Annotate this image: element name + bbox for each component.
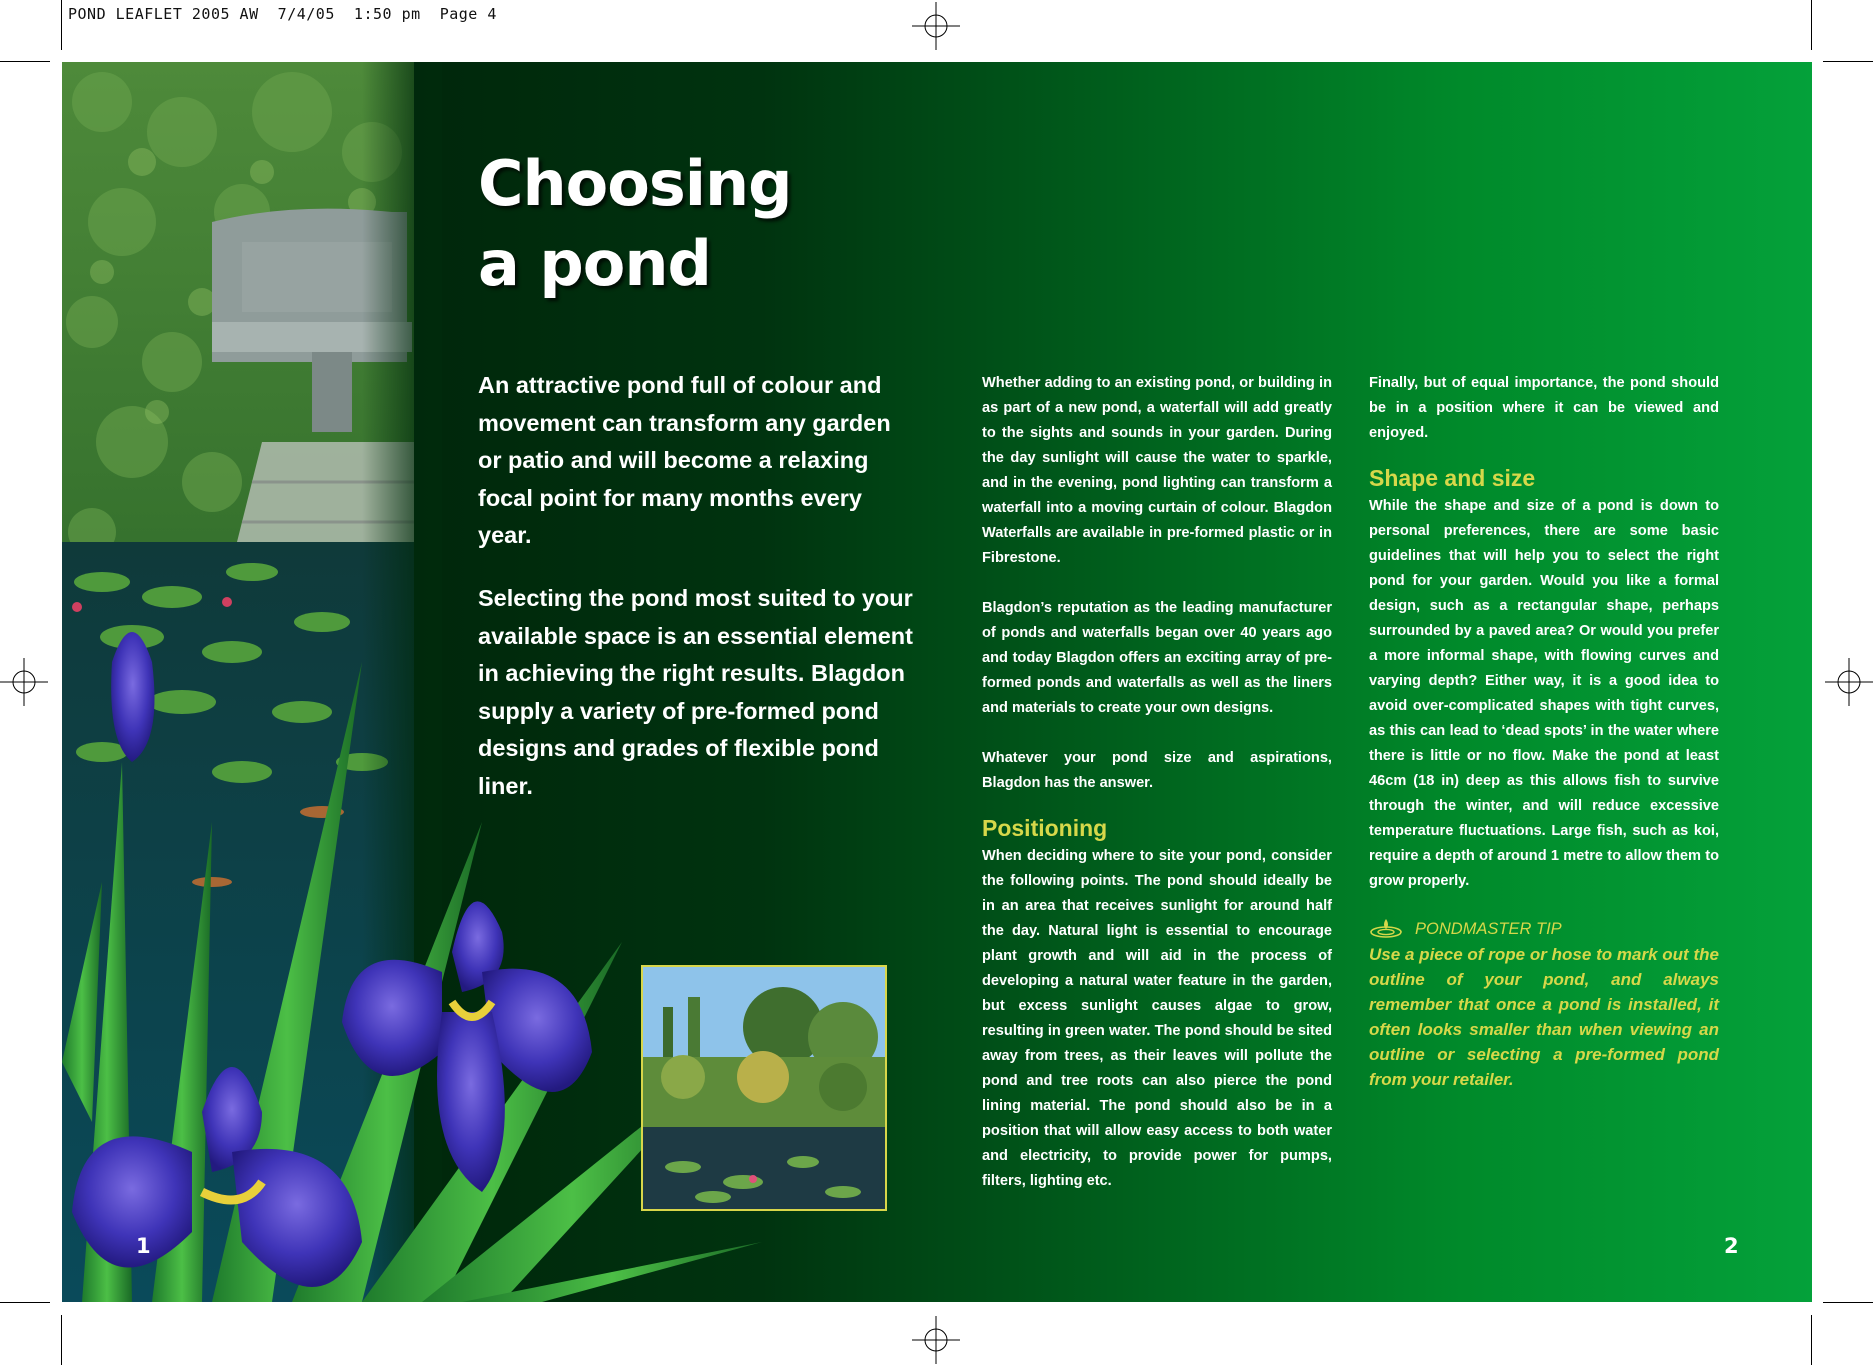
article-column-2 [1369,371,1719,1092]
intro-paragraph-1: An attractive pond full of colour and movement can transform any garden or patio and will become a relaxing focal point for many months every year. [478,372,891,548]
registration-mark-bottom-icon [912,1316,960,1364]
page-title [478,144,792,304]
crop-mark-top-right-v [1811,0,1812,50]
water-drop-icon [1369,918,1403,940]
reputation-paragraph: Blagdon’s reputation as the leading manufacturer of ponds and waterfalls began over 40 years ago and today Blagdon offers an exciting array of pre-formed ponds and waterfalls as well as the liners and materials to create your own designs. [982,600,1332,716]
pondmaster-tip-text: Use a piece of rope or hose to mark out the outline of your pond, and always remember that once a pond is installed, it often looks smaller than when viewing an outline or selecting a pre-formed pond from your retailer. [1369,945,1719,1089]
waterfall-paragraph: Whether adding to an existing pond, or building in as part of a new pond, a waterfall will add greatly to the sights and sounds in your garden. During the day sunlight will cause the water to sparkle, and in the evening, pond lighting can transform a waterfall into a moving curtain of colour. Blagdon Waterfalls are available in pre-formed plastic or in Fibrestone. [982,375,1332,566]
positioning-heading: Positioning [982,815,1108,841]
answer-paragraph: Whatever your pond size and aspirations, Blagdon has the answer. [982,750,1332,791]
pond-photo [641,965,887,1211]
intro-paragraph-2: Selecting the pond most suited to your available space is an essential element in achieving the right results. Blagdon supply a variety of pre-formed pond designs and grades of flexible pond liner. [478,585,913,799]
title-line-2: a pond [478,227,711,300]
tip-heading-label: PONDMASTER TIP [1415,920,1562,938]
positioning-paragraph: When deciding where to site your pond, consider the following points. The pond should ideally be in an area that receives sunlight for around half the day. Natural light is essential to encourage plant growth and will aid in the process of developing a natural water feature in the garden, but excess sunlight causes algae to grow, resulting in green water. The pond should be sited away from trees, as their leaves will pollute the pond and tree roots can also pierce the pond lining material. The pond should also be in a position that will allow easy access to both water and electricity, to provide power for pumps, filters, lighting etc. [982,848,1332,1189]
shape-size-paragraph: While the shape and size of a pond is down to personal preferences, there are some basic guidelines that will help you to select the right pond for your garden. Would you like a formal design, such as a rectangular shape, perhaps surrounded by a paved area? Or would you prefer a more informal shape, with flowing curves and varying depth? Either way, it is a good idea to avoid over-complicated shapes with tight curves, as this can lead to ‘dead spots’ in the water where there is little or no flow. Make the pond at least 46cm (18 in) deep as this allows fish to survive through the winter, and will reduce excessive temperature fluctuations. Large fish, such as koi, require a depth of around 1 metre to allow them to grow properly. [1369,498,1719,889]
crop-mark-bottom-right-v [1811,1315,1812,1365]
print-slug-line: POND LEAFLET 2005 AW 7/4/05 1:50 pm Page 4 [68,5,497,23]
article-column-1 [982,371,1332,1194]
crop-mark-top-left-v [61,0,62,50]
pond-photo-image [643,967,885,1209]
leaflet-spread [62,62,1812,1302]
crop-mark-top-right-h [1823,61,1873,62]
crop-mark-top-left-h [0,61,50,62]
crop-mark-bottom-right-h [1823,1302,1873,1303]
page-number-left: 1 [136,1234,151,1258]
crop-mark-bottom-left-h [0,1302,50,1303]
pondmaster-tip-heading [1369,916,1719,942]
title-line-1: Choosing [478,147,792,220]
crop-mark-bottom-left-v [61,1315,62,1365]
registration-mark-left-icon [0,658,48,706]
shape-size-heading: Shape and size [1369,465,1536,491]
registration-mark-top-icon [912,2,960,50]
page-number-right: 2 [1724,1234,1739,1258]
registration-mark-right-icon [1825,658,1873,706]
viewing-paragraph: Finally, but of equal importance, the pond should be in a position where it can be viewed and enjoyed. [1369,375,1719,441]
